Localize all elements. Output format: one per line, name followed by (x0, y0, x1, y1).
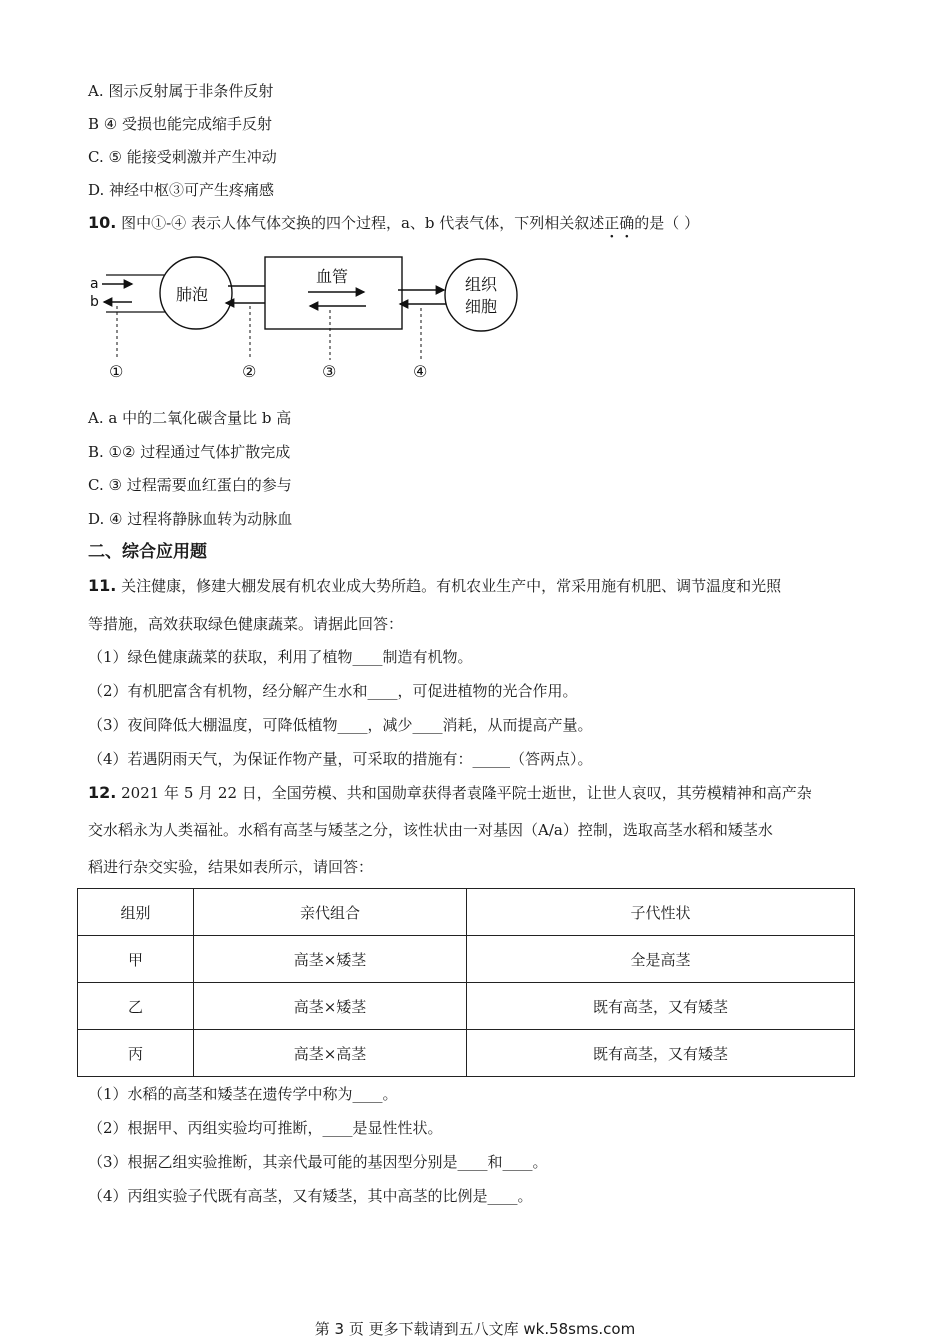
q11-stem-line1 (88, 575, 781, 597)
q12-part-1: （1）水稻的高茎和矮茎在遗传学中称为____。 (88, 1085, 398, 1103)
q10-stem-end: 的是（ ） (634, 214, 700, 232)
q11-part-2: （2）有机肥富含有机物，经分解产生水和____，可促进植物的光合作用。 (88, 682, 578, 700)
marker-3: ③ (322, 362, 337, 381)
q12-stem-text: 2021 年 5 月 22 日，全国劳模、共和国勋章获得者袁隆平院士逝世，让世人哀叹，其劳模精神和高产杂 (116, 784, 812, 802)
q10-emphasis-2: 确 (619, 214, 635, 232)
gas-exchange-diagram (84, 246, 534, 386)
header-offspring: 子代性状 (467, 889, 855, 936)
cross-results-table (77, 888, 855, 1077)
gas-label-a: a (90, 276, 99, 292)
row-parents: 高茎×矮茎 (194, 983, 467, 1030)
alveolus-label: 肺泡 (176, 285, 209, 304)
row-group: 乙 (78, 983, 194, 1030)
q9-option-b: B ④ 受损也能完成缩手反射 (88, 115, 273, 133)
marker-4: ④ (413, 362, 428, 381)
row-offspring: 全是高茎 (467, 936, 855, 983)
q12-part-3: （3）根据乙组实验推断，其亲代最可能的基因型分别是____和____。 (88, 1153, 548, 1171)
q12-number: 12. (88, 783, 117, 802)
q10-stem-text: 图中①-④ 表示人体气体交换的四个过程，a、b 代表气体，下列相关叙述 (116, 214, 605, 232)
q11-stem-text: 关注健康，修建大棚发展有机农业成大势所趋。有机农业生产中，常采用施有机肥、调节温度和光照 (116, 577, 782, 595)
table-row (78, 983, 855, 1030)
row-parents: 高茎×矮茎 (194, 936, 467, 983)
q10-option-d: D. ④ 过程将静脉血转为动脉血 (88, 510, 293, 528)
q10-option-c: C. ③ 过程需要血红蛋白的参与 (88, 476, 292, 494)
q10-option-b: B. ①② 过程通过气体扩散完成 (88, 443, 291, 461)
table-row (78, 1030, 855, 1077)
q10-emphasis-1: 正 (604, 214, 620, 232)
q10-number: 10. (88, 213, 117, 232)
page-footer: 第 3 页 更多下载请到五八文库 wk.58sms.com (314, 1320, 636, 1338)
q9-option-a: A. 图示反射属于非条件反射 (88, 82, 274, 100)
q11-number: 11. (88, 576, 117, 595)
header-parents: 亲代组合 (194, 889, 467, 936)
q9-option-c: C. ⑤ 能接受刺激并产生冲动 (88, 148, 277, 166)
marker-1: ① (109, 362, 124, 381)
marker-2: ② (242, 362, 257, 381)
table-row (78, 936, 855, 983)
header-group: 组别 (78, 889, 194, 936)
row-offspring: 既有高茎，又有矮茎 (467, 1030, 855, 1077)
q12-stem-line3: 稻进行杂交实验，结果如表所示，请回答： (88, 858, 374, 876)
gas-label-b: b (90, 294, 99, 310)
q11-part-1: （1）绿色健康蔬菜的获取，利用了植物____制造有机物。 (88, 648, 473, 666)
q10-stem (88, 212, 699, 234)
row-group: 甲 (78, 936, 194, 983)
tissue-label-line2: 细胞 (465, 297, 498, 316)
tissue-cell-circle (445, 259, 517, 331)
q10-option-a: A. a 中的二氧化碳含量比 b 高 (88, 409, 292, 427)
q12-stem-line2: 交水稻永为人类福祉。水稻有高茎与矮茎之分，该性状由一对基因（A/a）控制，选取高茎水稻和矮茎水 (88, 821, 773, 839)
tissue-label-line1: 组织 (465, 275, 498, 294)
row-group: 丙 (78, 1030, 194, 1077)
q9-option-d: D. 神经中枢③可产生疼痛感 (88, 181, 275, 199)
row-offspring: 既有高茎，又有矮茎 (467, 983, 855, 1030)
q12-part-4: （4）丙组实验子代既有高茎，又有矮茎，其中高茎的比例是____。 (88, 1187, 533, 1205)
q12-stem-line1 (88, 782, 812, 804)
section-heading: 二、综合应用题 (88, 542, 207, 562)
row-parents: 高茎×高茎 (194, 1030, 467, 1077)
q11-part-4: （4）若遇阴雨天气，为保证作物产量，可采取的措施有：_____（答两点）。 (88, 750, 593, 768)
q12-part-2: （2）根据甲、丙组实验均可推断，____是显性性状。 (88, 1119, 443, 1137)
vessel-label: 血管 (316, 267, 349, 286)
q11-part-3: （3）夜间降低大棚温度，可降低植物____，减少____消耗，从而提高产量。 (88, 716, 593, 734)
table-header-row (78, 889, 855, 936)
q11-stem-line2: 等措施，高效获取绿色健康蔬菜。请据此回答： (88, 615, 404, 633)
